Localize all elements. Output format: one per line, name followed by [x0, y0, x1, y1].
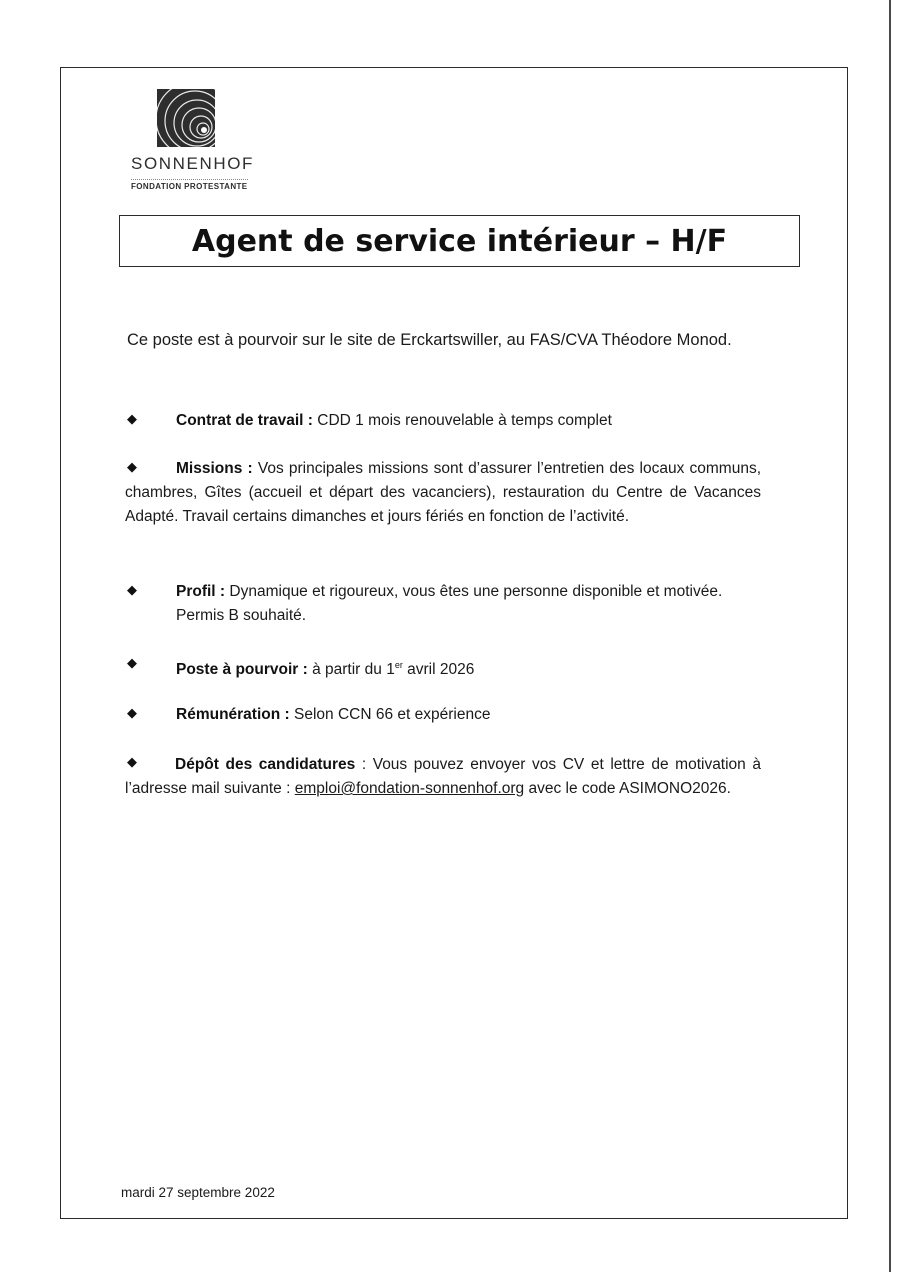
contrat-label: Contrat de travail :: [176, 412, 313, 429]
poste-text: à partir du 1: [312, 661, 395, 679]
logo-name: SONNENHOF: [131, 154, 255, 173]
depot-text: : Vous pouvez envoyer vos CV et lettre de motivation à l’adresse mail suivante :: [125, 756, 761, 797]
bullet-icon: ◆: [127, 411, 137, 426]
missions-label: Missions :: [176, 460, 253, 477]
remuneration-label: Rémunération :: [176, 706, 290, 723]
item-contrat: [176, 409, 612, 433]
item-missions: [125, 457, 761, 529]
remuneration-text: Selon CCN 66 et expérience: [294, 706, 491, 723]
profil-text-2: Permis B souhaité.: [176, 607, 307, 624]
item-poste: [176, 653, 474, 682]
document-date: mardi 27 septembre 2022: [121, 1185, 275, 1200]
depot-code-text: avec le code ASIMONO2026.: [528, 780, 731, 797]
poste-label: Poste à pourvoir :: [176, 661, 308, 679]
item-profil: [176, 580, 722, 628]
poste-text-after: avril 2026: [407, 661, 475, 679]
poste-sup: er: [394, 660, 403, 670]
profil-text: Dynamique et rigoureux, vous êtes une personne disponible et motivée.: [229, 583, 723, 600]
item-depot: [125, 753, 761, 801]
item-remuneration: [176, 703, 490, 727]
document-frame: [60, 67, 848, 1219]
email-link[interactable]: emploi@fondation-sonnenhof.org: [294, 780, 525, 797]
profil-label: Profil :: [176, 583, 226, 600]
title-box: [119, 215, 800, 267]
bullet-icon: ◆: [127, 754, 137, 769]
scan-edge-line: [889, 0, 891, 1272]
bullet-icon: ◆: [127, 655, 137, 670]
intro-text: Ce poste est à pourvoir sur le site de Erckartswiller, au FAS/CVA Théodore Monod.: [127, 331, 732, 349]
sonnenhof-logo-spiral-icon: [157, 89, 215, 147]
bullet-icon: ◆: [127, 459, 137, 474]
logo-subtitle: FONDATION PROTESTANTE: [131, 179, 248, 191]
missions-text: Vos principales missions sont d’assurer l’entretien des locaux communs, chambres, Gîtes (accueil et départ des vacanciers), restauration du Centre de Vacances Adapté. Travail certains dimanches et jours fériés en fonction de l’activité.: [125, 460, 761, 525]
bullet-icon: ◆: [127, 582, 137, 597]
depot-label: Dépôt des candidatures: [175, 756, 356, 773]
bullet-icon: ◆: [127, 705, 137, 720]
page-title: Agent de service intérieur – H/F: [191, 223, 728, 259]
contrat-text: CDD 1 mois renouvelable à temps complet: [317, 412, 612, 429]
